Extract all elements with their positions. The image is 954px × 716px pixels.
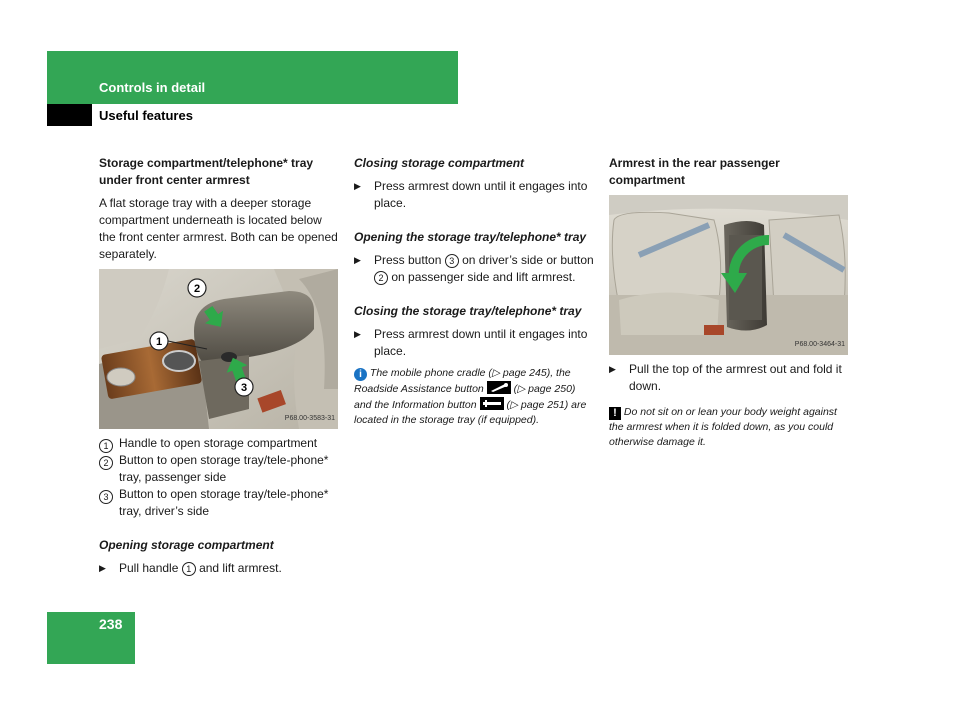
armrest-figure [99, 269, 338, 429]
exclamation-icon: ! [609, 407, 621, 420]
subsection-title: Useful features [99, 108, 193, 123]
triangle-right-icon: ▶ [354, 329, 361, 339]
info-icon: i [354, 368, 367, 381]
number-circle-icon: 2 [99, 456, 113, 470]
figure-code: P68.00-3464-31 [794, 341, 845, 348]
opening-step [99, 560, 339, 577]
rear-armrest-heading: Armrest in the rear passenger compartment [609, 156, 780, 187]
subsection-marker [47, 104, 92, 126]
step-text: Press button [374, 253, 442, 267]
svg-text:3: 3 [240, 382, 248, 394]
warning-note [609, 405, 849, 450]
opening-heading: Opening storage compartment [99, 538, 274, 552]
legend-text: Handle to open storage compartment [119, 436, 318, 450]
information-button-icon [480, 397, 504, 410]
note-text: (▷ page 251) are located in the storage tray (if equipped). [354, 399, 587, 426]
note-text: The mobile phone cradle (▷ page 245), the Roadside Assistance button [354, 367, 571, 395]
rear-armrest-step [609, 361, 849, 395]
chapter-header-bar [47, 51, 458, 104]
step-text: Pull the top of the armrest out and fold it down. [629, 362, 842, 393]
column-1 [99, 155, 339, 583]
triangle-right-icon: ▶ [354, 255, 361, 265]
number-circle-icon: 3 [99, 490, 113, 504]
step-text: Press armrest down until it engages into place. [374, 327, 588, 358]
triangle-right-icon: ▶ [99, 563, 106, 573]
legend-item [99, 452, 339, 486]
step-text: and lift armrest. [199, 561, 282, 575]
open-tray-heading: Opening the storage tray/telephone* tray [354, 230, 587, 244]
number-circle-icon: 1 [99, 439, 113, 453]
info-note [354, 366, 594, 428]
column-2 [354, 155, 594, 428]
step-text: on driver’s side or button [462, 253, 594, 267]
number-circle-icon: 3 [445, 254, 459, 268]
roadside-assistance-button-icon [487, 381, 511, 394]
svg-text:1: 1 [155, 336, 163, 348]
legend-text: Button to open storage tray/tele-phone* tray, passenger side [119, 453, 329, 484]
number-circle-icon: 1 [182, 562, 196, 576]
open-tray-step [354, 252, 594, 286]
step-text: on passenger side and lift armrest. [391, 270, 576, 284]
legend-text: Button to open storage tray/tele-phone* tray, driver’s side [119, 487, 329, 518]
section-title: Controls in detail [99, 80, 206, 95]
figure-code: P68.00-3583-31 [284, 415, 335, 422]
storage-intro: A flat storage tray with a deeper storage compartment underneath is located below the front center armrest. Both can be opened separately. [99, 196, 338, 261]
triangle-right-icon: ▶ [354, 181, 361, 191]
legend-item [99, 435, 339, 452]
legend-item [99, 486, 339, 520]
close-tray-step [354, 326, 594, 360]
rear-armrest-figure [609, 195, 848, 355]
step-text: Pull handle [119, 561, 179, 575]
storage-heading: Storage compartment/telephone* tray under front center armrest [99, 156, 314, 187]
closing-heading: Closing storage compartment [354, 156, 525, 170]
armrest-illustration [99, 269, 338, 429]
number-circle-icon: 2 [374, 271, 388, 285]
triangle-right-icon: ▶ [609, 364, 616, 374]
step-text: Press armrest down until it engages into place. [374, 179, 588, 210]
close-tray-heading: Closing the storage tray/telephone* tray [354, 304, 582, 318]
page-number: 238 [99, 616, 123, 632]
closing-step [354, 178, 594, 212]
warning-text: Do not sit on or lean your body weight against the armrest when it is folded down, as you could otherwise damage it. [609, 406, 837, 448]
note-text: (▷ page 250) and the Information button [354, 383, 576, 411]
rear-armrest-illustration [609, 195, 848, 355]
column-3 [609, 155, 849, 450]
svg-text:2: 2 [193, 283, 201, 295]
